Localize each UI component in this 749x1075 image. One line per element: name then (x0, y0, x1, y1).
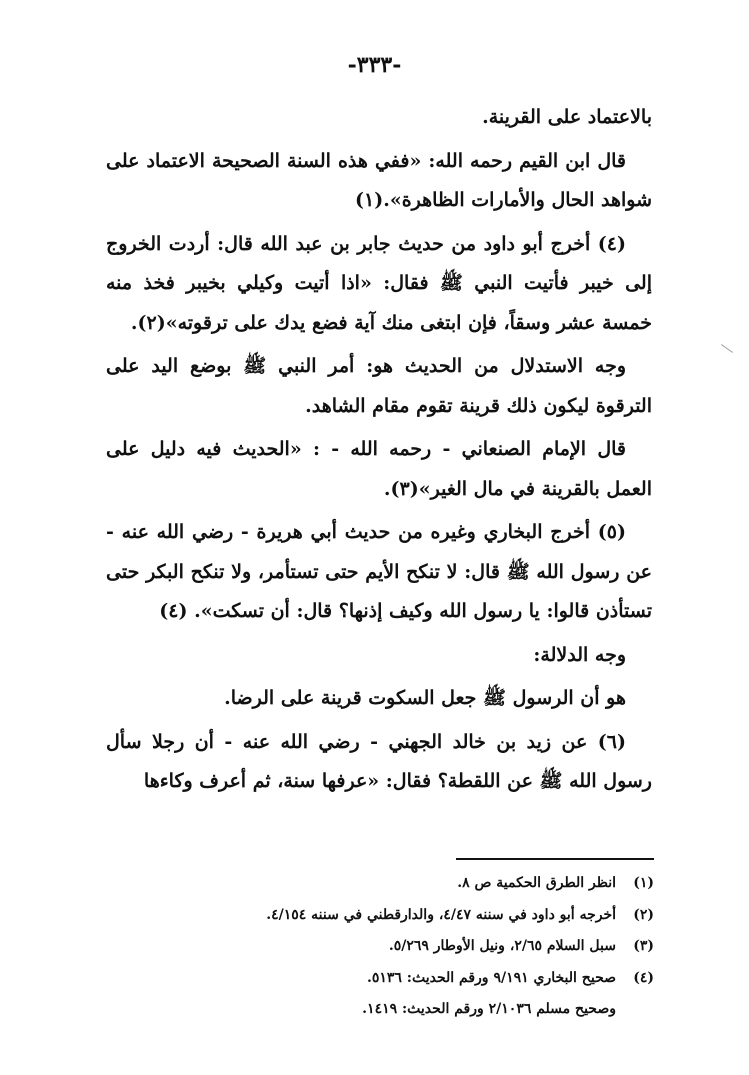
footnote-number: (٣) (633, 938, 654, 954)
paragraph: (٥) أخرج البخاري وغيره من حديث أبي هريرة - رضي الله عنه - عن رسول الله ﷺ قال: لا تنكح الأيم حتى تستأمر، ولا تنكح البكر حتى تستأذن قالوا: يا رسول الله وكيف إذنها؟ قال: أن تسكت». (٤) (106, 521, 652, 622)
paragraph-heading: وجه الدلالة: (533, 643, 626, 666)
footnote-continuation: وصحيح مسلم ٢/١٠٣٦ ورقم الحديث: ١٤١٩. (362, 1001, 616, 1017)
footnote-item (160, 900, 654, 932)
footnote-text: انظر الطرق الحكمية ص ٨. (457, 875, 616, 891)
paragraph: وجه الاستدلال من الحديث هو: أمر النبي ﷺ بوضع اليد على الترقوة ليكون ذلك قرينة تقوم مقام الشاهد. (106, 355, 652, 417)
paragraph: بالاعتماد على القرينة. (482, 106, 652, 128)
footnote-text: أخرجه أبو داود في سننه ٤/٤٧، والدارقطني في سننه ٤/١٥٤. (266, 906, 616, 923)
paragraph: (٤) أخرج أبو داود من حديث جابر بن عبد الله قال: أردت الخروج إلى خيبر فأتيت النبي ﷺ فقال: «اذا أتيت وكيلي بخيبر فخذ منه خمسة عشر وسقاً، فإن ابتغى منك آية فضع يدك على ترقوته»(٢). (106, 232, 652, 334)
footnotes (160, 868, 654, 1026)
footnote-number: (٢) (633, 906, 654, 923)
footnote-item (160, 868, 654, 900)
footnote-number: (١) (633, 875, 654, 891)
footnote-item (160, 963, 654, 995)
footnote-text: سبل السلام ٢/٦٥، ونيل الأوطار ٥/٢٦٩. (388, 938, 616, 954)
footnote-number: (٤) (633, 969, 654, 986)
stray-mark (721, 344, 733, 353)
paragraph: قال الإمام الصنعاني - رحمه الله - : «الحديث فيه دليل على العمل بالقرينة في مال الغير»(٣). (106, 438, 652, 500)
paragraph: (٦) عن زيد بن خالد الجهني - رضي الله عنه - أن رجلا سأل رسول الله ﷺ عن اللقطة؟ فقال: «عرفها سنة، ثم أعرف وكاءها (106, 730, 652, 792)
footnote-item (160, 931, 654, 963)
footnote-divider (456, 858, 654, 860)
footnote-text: صحيح البخاري ٩/١٩١ ورقم الحديث: ٥١٣٦. (366, 969, 616, 986)
page-number: -٣٣٣- (347, 52, 402, 78)
paragraph: هو أن الرسول ﷺ جعل السكوت قرينة على الرضا. (224, 687, 626, 709)
paragraph: قال ابن القيم رحمه الله: «ففي هذه السنة الصحيحة الاعتماد على شواهد الحال والأمارات الظاهرة».(١) (106, 149, 652, 211)
main-text (106, 98, 652, 806)
